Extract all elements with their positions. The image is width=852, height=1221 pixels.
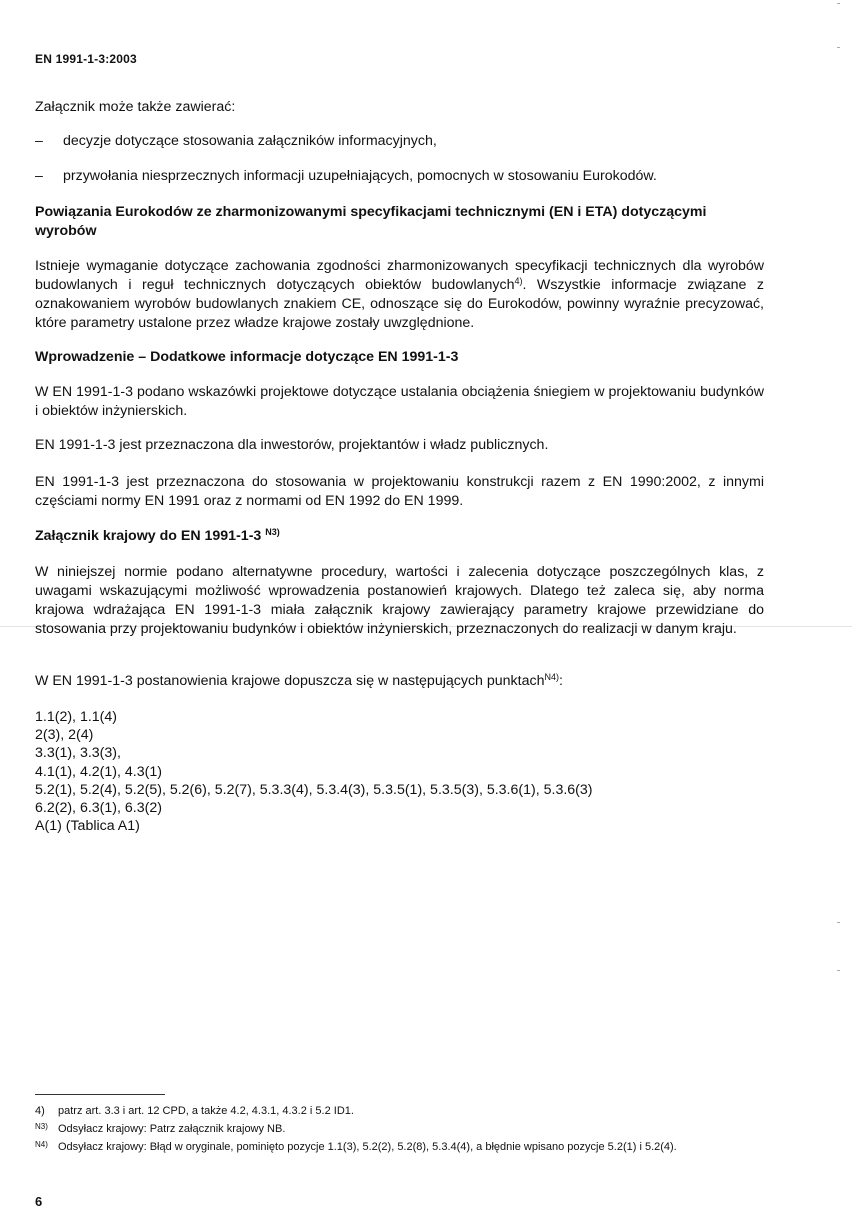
- section-heading: Wprowadzenie – Dodatkowe informacje dotyczące EN 1991-1-3: [35, 349, 459, 365]
- section-heading: Powiązania Eurokodów ze zharmonizowanymi specyfikacjami technicznymi (EN i ETA) dotyczącymi wyrobów: [35, 204, 707, 239]
- clause-line: 6.2(2), 6.3(1), 6.3(2): [35, 800, 162, 817]
- clause-line: 1.1(2), 1.1(4): [35, 709, 118, 725]
- footnote-mark: N4): [35, 1140, 48, 1149]
- paragraph-text: W EN 1991-1-3 postanowienia krajowe dopuszcza się w następujących punktach: [35, 673, 545, 689]
- clause-line: 2(3), 2(4): [35, 727, 94, 744]
- footnote-mark: 4): [35, 1105, 45, 1117]
- footnote-text: Odsyłacz krajowy: Błąd w oryginale, pominięto pozycje 1.1(3), 5.2(2), 5.2(8), 5.3.4(4), a błędnie wpisano pozycje 5.2(1) i 5.2(4).: [58, 1141, 677, 1153]
- list-item-text: przywołania niesprzecznych informacji uzupełniających, pomocnych w stosowaniu Eurokodów.: [63, 168, 657, 184]
- heading-text: Załącznik krajowy do EN 1991-1-3: [35, 528, 262, 544]
- paragraph-text: Istnieje wymaganie dotyczące zachowania zgodności zharmonizowanych specyfikacji technicznych dla wyrobów budowlanych i reguł technicznych dotyczących obiektów budowlanych: [35, 258, 764, 293]
- footnote: [35, 1122, 764, 1137]
- section-paragraph: EN 1991-1-3 jest przeznaczona do stosowania w projektowaniu konstrukcji razem z EN 1990:2002, z innymi częściami normy EN 1991 oraz z normami od EN 1992 do EN 1999.: [35, 474, 764, 509]
- dash-bullet: –: [35, 168, 43, 184]
- list-item: [35, 167, 764, 186]
- clause-line: 5.2(1), 5.2(4), 5.2(5), 5.2(6), 5.2(7), 5.3.3(4), 5.3.4(3), 5.3.5(1), 5.3.5(3), 5.3.6(1), 5.3.6(3): [35, 781, 593, 798]
- scan-artifact-mark: [837, 922, 840, 923]
- clause-line: 3.3(1), 3.3(3),: [35, 745, 121, 762]
- footnote: [35, 1104, 764, 1119]
- scan-artifact-mark: [837, 47, 840, 48]
- paragraph-text: :: [558, 673, 563, 689]
- paragraph-text: . Wszystkie informacje związane z oznakowaniem wyrobów budowlanych znakiem CE, odnoszące się do Eurokodów, powinny wyraźnie precyzować, które parametry ustalone przez władze krajowe zostały uwzględnione.: [35, 277, 764, 331]
- clause-list: [35, 708, 764, 835]
- footnote-separator: [35, 1094, 165, 1095]
- list-item-text: decyzje dotyczące stosowania załączników informacyjnych,: [63, 133, 437, 149]
- scan-artifact-mark: [837, 970, 840, 971]
- footnote-mark: N3): [35, 1122, 48, 1131]
- scan-artifact-mark: [837, 3, 840, 4]
- footnote-ref: 4): [514, 276, 523, 286]
- page-number: 6: [35, 1194, 43, 1209]
- section-paragraph: W niniejszej normie podano alternatywne procedury, wartości i zalecenia dotyczące poszczególnych klas, z uwagami wskazującymi możliwość wprowadzenia postanowień krajowych. Dlatego też zaleca się, aby norma krajowa wdrażająca EN 1991-1-3 miała załącznik krajowy zawierający parametry krajowe przewidziane do stosowania przy projektowaniu budynków i obiektów inżynierskich, przeznaczonych do realizacji w danym kraju.: [35, 564, 764, 637]
- intro-text: Załącznik może także zawierać:: [35, 99, 236, 115]
- list-item: [35, 132, 764, 151]
- footnote-ref: N4): [544, 672, 559, 682]
- clause-line: 4.1(1), 4.2(1), 4.3(1): [35, 763, 162, 780]
- footnote-text: patrz art. 3.3 i art. 12 CPD, a także 4.2, 4.3.1, 4.3.2 i 5.2 ID1.: [58, 1105, 354, 1117]
- section-paragraph: [35, 257, 764, 333]
- section-paragraph: EN 1991-1-3 jest przeznaczona dla inwestorów, projektantów i władz publicznych.: [35, 437, 549, 453]
- footnote: [35, 1140, 764, 1155]
- clause-line: A(1) (Tablica A1): [35, 818, 140, 835]
- section-paragraph: [35, 672, 764, 691]
- document-header: EN 1991-1-3:2003: [35, 52, 137, 66]
- section-paragraph: W EN 1991-1-3 podano wskazówki projektowe dotyczące ustalania obciążenia śniegiem w projektowaniu budynków i obiektów inżynierskich.: [35, 384, 764, 419]
- section-heading: [35, 527, 764, 546]
- dash-bullet: –: [35, 133, 43, 149]
- footnote-ref: N3): [265, 527, 280, 537]
- footnote-text: Odsyłacz krajowy: Patrz załącznik krajowy NB.: [58, 1123, 286, 1135]
